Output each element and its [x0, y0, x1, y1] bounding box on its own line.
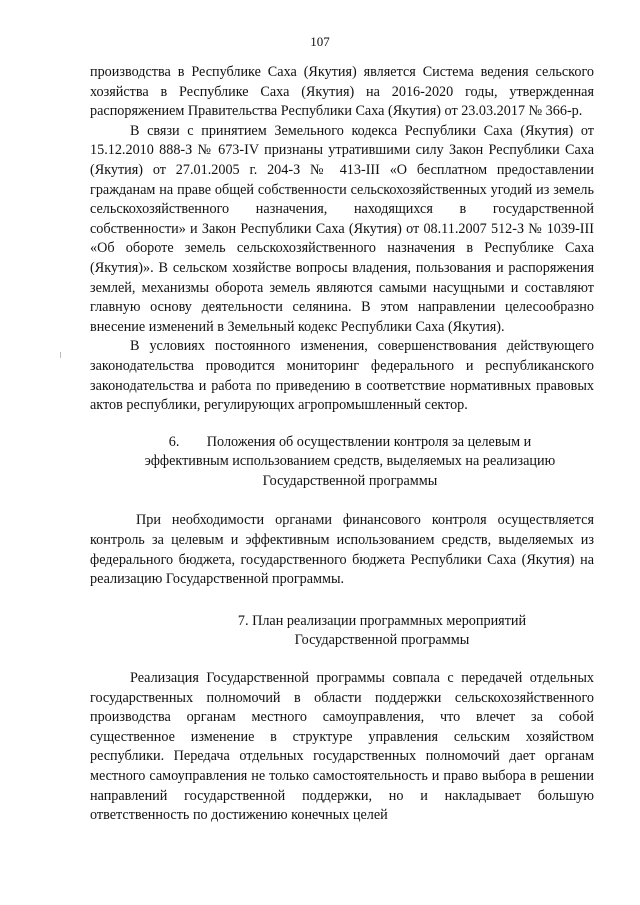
section-7-number: 7. — [237, 612, 249, 629]
section-6-title-part-1: Положения об осуществлении контроля за целевым и — [206, 433, 532, 450]
paragraph-program-implementation: Реализация Государственной программы совпала с передачей отдельных государственных полномочий в области поддержки сельскохозяйственного производства органам местного самоуправления, что влечет за собой существенное изменение в структуре управления сельским хозяйством республики. Передача отдельных государственных полномочий дает органам местного самоуправления не только самостоятельность и право выбора в решении направлений государственной поддержки, но и накладывает большую ответственность по достижению конечных целей — [90, 670, 594, 824]
section-7-heading-line-1 — [170, 612, 594, 632]
paragraph-system-of-agriculture: производства в Республике Саха (Якутия) является Система ведения сельского хозяйства в Республике Саха (Якутия) на 2016-2020 годы, утвержденная распоряжением Правительства Республики Саха (Якутия) от 23.03.2017 № 366-р. — [90, 64, 594, 120]
section-6-heading — [90, 433, 594, 492]
section-6-title-part-3: Государственной программы — [262, 472, 438, 489]
paragraph-financial-control: При необходимости органами финансового контроля осуществляется контроль за целевым и эффективным использованием средств, выделяемых из федерального бюджета, государственного бюджета Республики Саха (Якутия) на реализацию Государственной программы. — [90, 512, 594, 588]
section-7-heading — [90, 612, 594, 651]
scan-margin-mark — [60, 352, 61, 358]
paragraph-legislation-monitoring: В условиях постоянного изменения, совершенствования действующего законодательства проводится мониторинг федерального и республиканского законодательства и работа по приведению в соответствие нормативных правовых актов республики, регулирующих агропромышленный сектор. — [90, 338, 594, 414]
paragraph-land-code: В связи с принятием Земельного кодекса Республики Саха (Якутия) от 15.12.2010 888-З № 673-IV признаны утратившими силу Закон Республики Саха (Якутия) от 27.01.2005 г. 204-З № 413-III «О бесплатном предоставлении гражданам на праве общей собственности сельскохозяйственных угодий из земель сельскохозяйственного назначения, находящихся в государственной собственности» и Закон Республики Саха (Якутия) от 08.11.2007 512-З № 1039-III «Об обороте земель сельскохозяйственного назначения в Республике Саха (Якутия)». В сельском хозяйстве вопросы владения, пользования и распоряжения землей, механизмы оборота земель являются самыми насущными и составляют главную основу деятельности селянина. В этом направлении целесообразно внесение изменений в Земельный кодекс Республики Саха (Якутия). — [90, 122, 594, 335]
section-6-heading-line-1 — [106, 433, 594, 453]
document-body — [90, 63, 594, 826]
spacer — [90, 491, 594, 511]
section-7-title-part-1: План реализации программных мероприятий — [252, 612, 527, 629]
spacer — [90, 651, 594, 669]
page-number: 107 — [310, 34, 330, 49]
section-6-title-part-2: эффективным использованием средств, выделяемых на реализацию — [144, 453, 556, 470]
section-7-title-part-2: Государственной программы — [294, 632, 470, 649]
section-6-number: 6. — [168, 433, 180, 450]
